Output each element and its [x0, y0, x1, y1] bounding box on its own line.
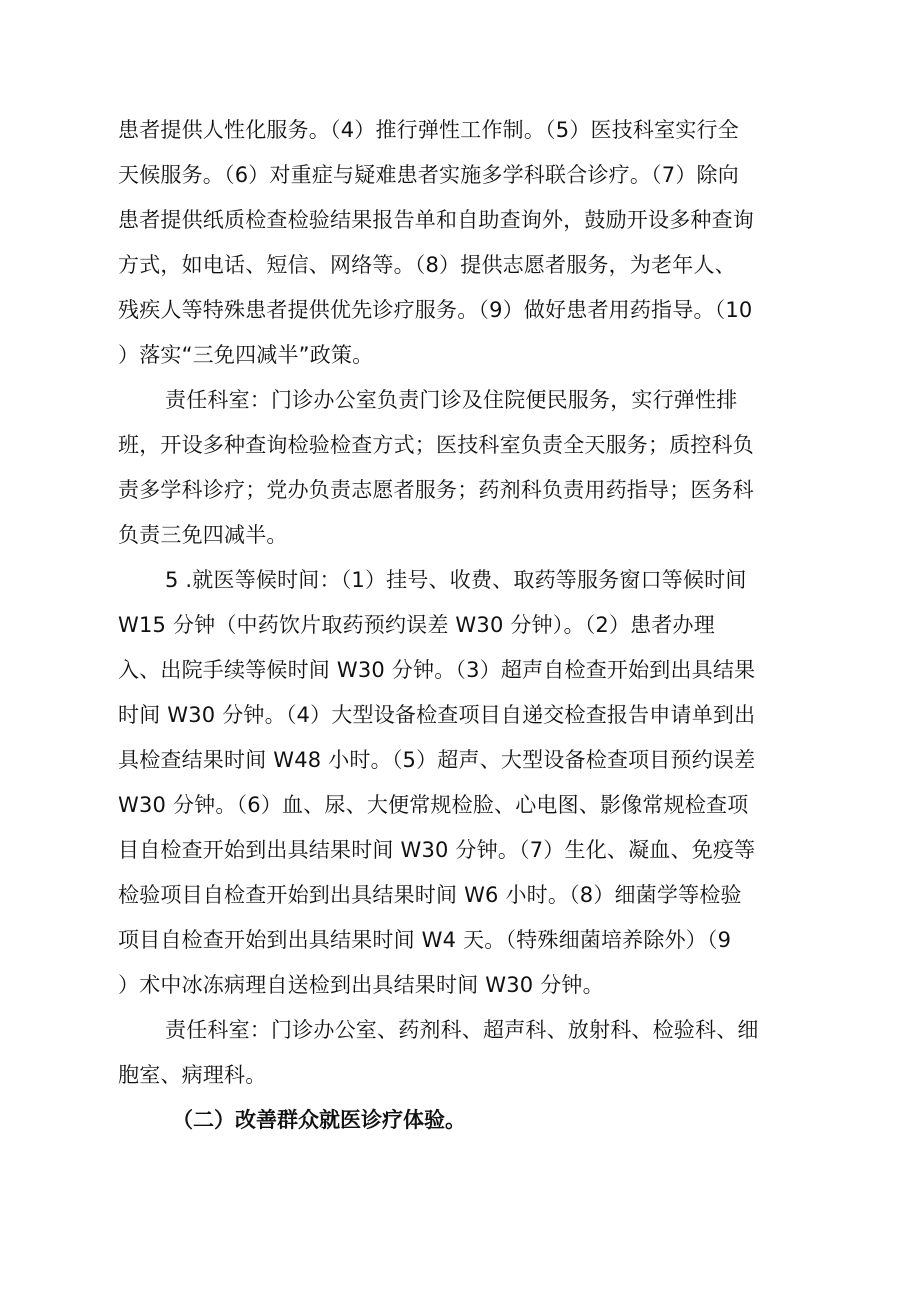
text-line: 入、出院手续等候时间 W30 分钟。（3）超声自检查开始到出具结果 — [118, 658, 756, 682]
text-line: ）落实“三免四减半”政策。 — [118, 343, 374, 367]
text-line: 时间 W30 分钟。（4）大型设备检查项目自递交检查报告申请单到出 — [118, 703, 756, 727]
text-line: 患者提供人性化服务。（4）推行弹性工作制。（5）医技科室实行全 — [118, 118, 739, 142]
text-line: 方式，如电话、短信、网络等。（8）提供志愿者服务，为老年人、 — [118, 253, 736, 277]
text-line: ）术中冰冻病理自送检到出具结果时间 W30 分钟。 — [118, 973, 604, 997]
text-line: 残疾人等特殊患者提供优先诊疗服务。（9）做好患者用药指导。（10 — [118, 298, 753, 322]
text-line: 项目自检查开始到出具结果时间 W4 天。（特殊细菌培养除外）（9 — [118, 928, 732, 952]
text-line: W30 分钟。（6）血、尿、大便常规检脸、心电图、影像常规检查项 — [118, 793, 749, 817]
text-line: 班，开设多种查询检验检查方式；医技科室负责全天服务；质控科负 — [118, 433, 754, 457]
text-line: 胞室、病理科。 — [118, 1063, 267, 1087]
text-line: 责多学科诊疗；党办负责志愿者服务；药剂科负责用药指导；医务科 — [118, 478, 754, 502]
text-line: 责任科室：门诊办公室负责门诊及住院便民服务，实行弹性排 — [165, 388, 738, 412]
text-line: 患者提供纸质检查检验结果报告单和自助查询外，鼓励开设多种查询 — [118, 208, 754, 232]
text-line: 检验项目自检查开始到出具结果时间 W6 小时。（8）细菌学等检验 — [118, 883, 742, 907]
text-line: W15 分钟（中药饮片取药预约误差 W30 分钟）。（2）患者办理 — [118, 613, 715, 637]
section-heading: （二）改善群众就医诊疗体验。 — [172, 1108, 466, 1132]
text-line: 天候服务。（6）对重症与疑难患者实施多学科联合诊疗。（7）除向 — [118, 163, 739, 187]
text-line: 5 .就医等候时间：（1）挂号、收费、取药等服务窗口等候时间 — [165, 568, 747, 592]
text-line: 负责三免四减半。 — [118, 523, 288, 547]
text-line: 责任科室：门诊办公室、药剂科、超声科、放射科、检验科、细 — [165, 1018, 759, 1042]
text-line: 目自检查开始到出具结果时间 W30 分钟。（7）生化、凝血、免疫等 — [118, 838, 756, 862]
text-line: 具检查结果时间 W48 小时。（5）超声、大型设备检查项目预约误差 — [118, 748, 756, 772]
